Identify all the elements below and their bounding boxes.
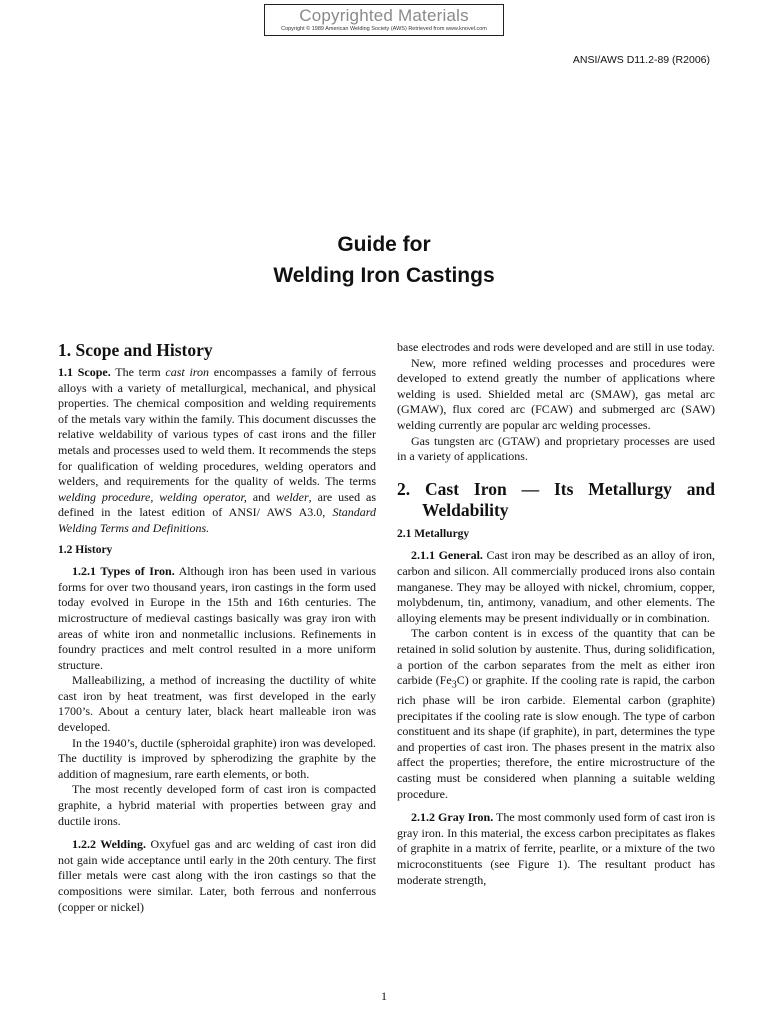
- paragraph-1-2-2: [58, 837, 376, 915]
- text-run: Cast iron may be described as an alloy of iron, carbon and silicon. All commercially produced irons also contain manganese. They may be alloyed with nickel, chromium, copper, molybdenum, tin, antimony, vanadium, and other elements. The alloying elements may be present individually or in combination.: [397, 548, 715, 625]
- emphasis: welding procedure, welding operator,: [58, 489, 247, 504]
- watermark-subtitle: Copyright © 1989 American Welding Society (AWS) Retrieved from www.knovel.com: [281, 26, 487, 32]
- run-in-heading: 2.1.2 Gray Iron.: [411, 810, 494, 825]
- paragraph: Gas tungsten arc (GTAW) and proprietary processes are used in a variety of applications.: [397, 433, 715, 464]
- paragraph-2-1-1-cont: [397, 626, 715, 802]
- right-column: [397, 340, 715, 888]
- emphasis: cast iron: [165, 365, 210, 379]
- paragraph-2-1-1: [397, 548, 715, 626]
- standard-number: ANSI/AWS D11.2-89 (R2006): [572, 54, 710, 66]
- document-title: [0, 229, 768, 291]
- run-in-heading: 2.1.1 General.: [411, 548, 483, 563]
- emphasis: Standard Welding Terms and Definitions.: [58, 505, 376, 535]
- title-line-2: Welding Iron Castings: [273, 264, 495, 287]
- section-2-1-heading: 2.1 Metallurgy: [397, 527, 470, 540]
- run-in-heading: 1.2.1 Types of Iron.: [72, 564, 175, 579]
- section-2-heading: 2. Cast Iron — Its Metallurgy and Weldability: [397, 478, 715, 520]
- run-in-heading: 1.1 Scope.: [58, 365, 111, 379]
- paragraph: The most recently developed form of cast iron is compacted graphite, a hybrid material with properties between gray and ductile irons.: [58, 782, 376, 828]
- paragraph: Malleabilizing, a method of increasing the ductility of white cast iron by heat treatment, was first developed in the early 1700’s. About a century later, black heart malleable iron was developed.: [58, 673, 376, 735]
- paragraph-continued: base electrodes and rods were developed and are still in use today.: [397, 340, 715, 354]
- text-run: and: [246, 489, 276, 504]
- emphasis: welder: [275, 489, 309, 504]
- text-run: The carbon content is in excess of the quantity that can be retained in solid solution by austenite. Thus, during solidification, a portion of the carbon separates from the melt as either iron carbide (Fe: [397, 626, 715, 688]
- section-1-2-heading: 1.2 History: [58, 543, 113, 556]
- page-number: 1: [381, 989, 387, 1003]
- text-run: , are used as defined in the latest edition of ANSI/ AWS A3.0,: [58, 489, 377, 520]
- title-line-1: Guide for: [337, 233, 431, 256]
- text-run: The term: [110, 365, 166, 379]
- paragraph: New, more refined welding processes and procedures were developed to extend greatly the number of applications where welding is used. Shielded metal arc (SMAW), gas metal arc (GMAW), flux cored arc (FCAW) and submerged arc (SAW) welding currently are popular arc welding processes.: [397, 355, 715, 432]
- text-run: The most commonly used form of cast iron is gray iron. In this material, the excess carbon precipitates as flakes of graphite in a matrix of ferrite, pearlite, or a mixture of the two microconstituents (see Figure 1). The resultant product has moderate strength,: [397, 810, 715, 887]
- paragraph-1-2-1: [58, 564, 376, 673]
- watermark-title: Copyrighted Materials: [299, 6, 469, 25]
- text-run: Oxyfuel gas and arc welding of cast iron did not gain wide acceptance until early in the 20th century. The first filler metals were cast along with the iron castings so that the compositions were similar. Later, both ferrous and nonferrous (copper or nickel): [58, 837, 376, 914]
- left-column: [58, 340, 376, 915]
- text-run: encompasses a family of ferrous alloys with a variety of metallurgical, mechanical, and physical properties. The chemical composition and welding requirements of the metals vary within the family. This document discusses the relative weldability of various types of cast irons and the filler metals and processes used to weld them. It recommends the steps for qualification of welding procedures, welding operators and welders, and requirements for the quality of welds. The terms: [58, 365, 377, 489]
- run-in-heading: 1.2.2 Welding.: [72, 837, 146, 852]
- copyright-watermark: [264, 4, 504, 36]
- section-1-heading: 1. Scope and History: [58, 340, 213, 360]
- text-run: C) or graphite. If the cooling rate is rapid, the carbon rich phase will be iron carbide. Elemental carbon (graphite) precipitates if the cooling rate is slow enough. The type of carbon constituent and its shape (if graphite), in part, determines the type and properties of cast iron. The phases present in the matrix also affect the properties; therefore, the entire microstructure of the casting must be considered when planning a suitable welding procedure.: [397, 673, 715, 801]
- paragraph-1-1: [58, 365, 376, 537]
- text-run: Although iron has been used in various forms for over two thousand years, iron castings in the form used today evolved in Europe in the 15th and 16th centuries. The microstructure of medieval castings basically was gray iron with areas of white iron and nonmetallic inclusions. Refinements in foundry practices and melt control resulted in a more uniform structure.: [58, 564, 376, 672]
- paragraph: In the 1940’s, ductile (spheroidal graphite) iron was developed. The ductility is improved by spherodizing the graphite by the addition of magnesium, rare earth elements, or both.: [58, 735, 376, 781]
- paragraph-2-1-2: [397, 810, 715, 888]
- subscript: 3: [451, 679, 457, 691]
